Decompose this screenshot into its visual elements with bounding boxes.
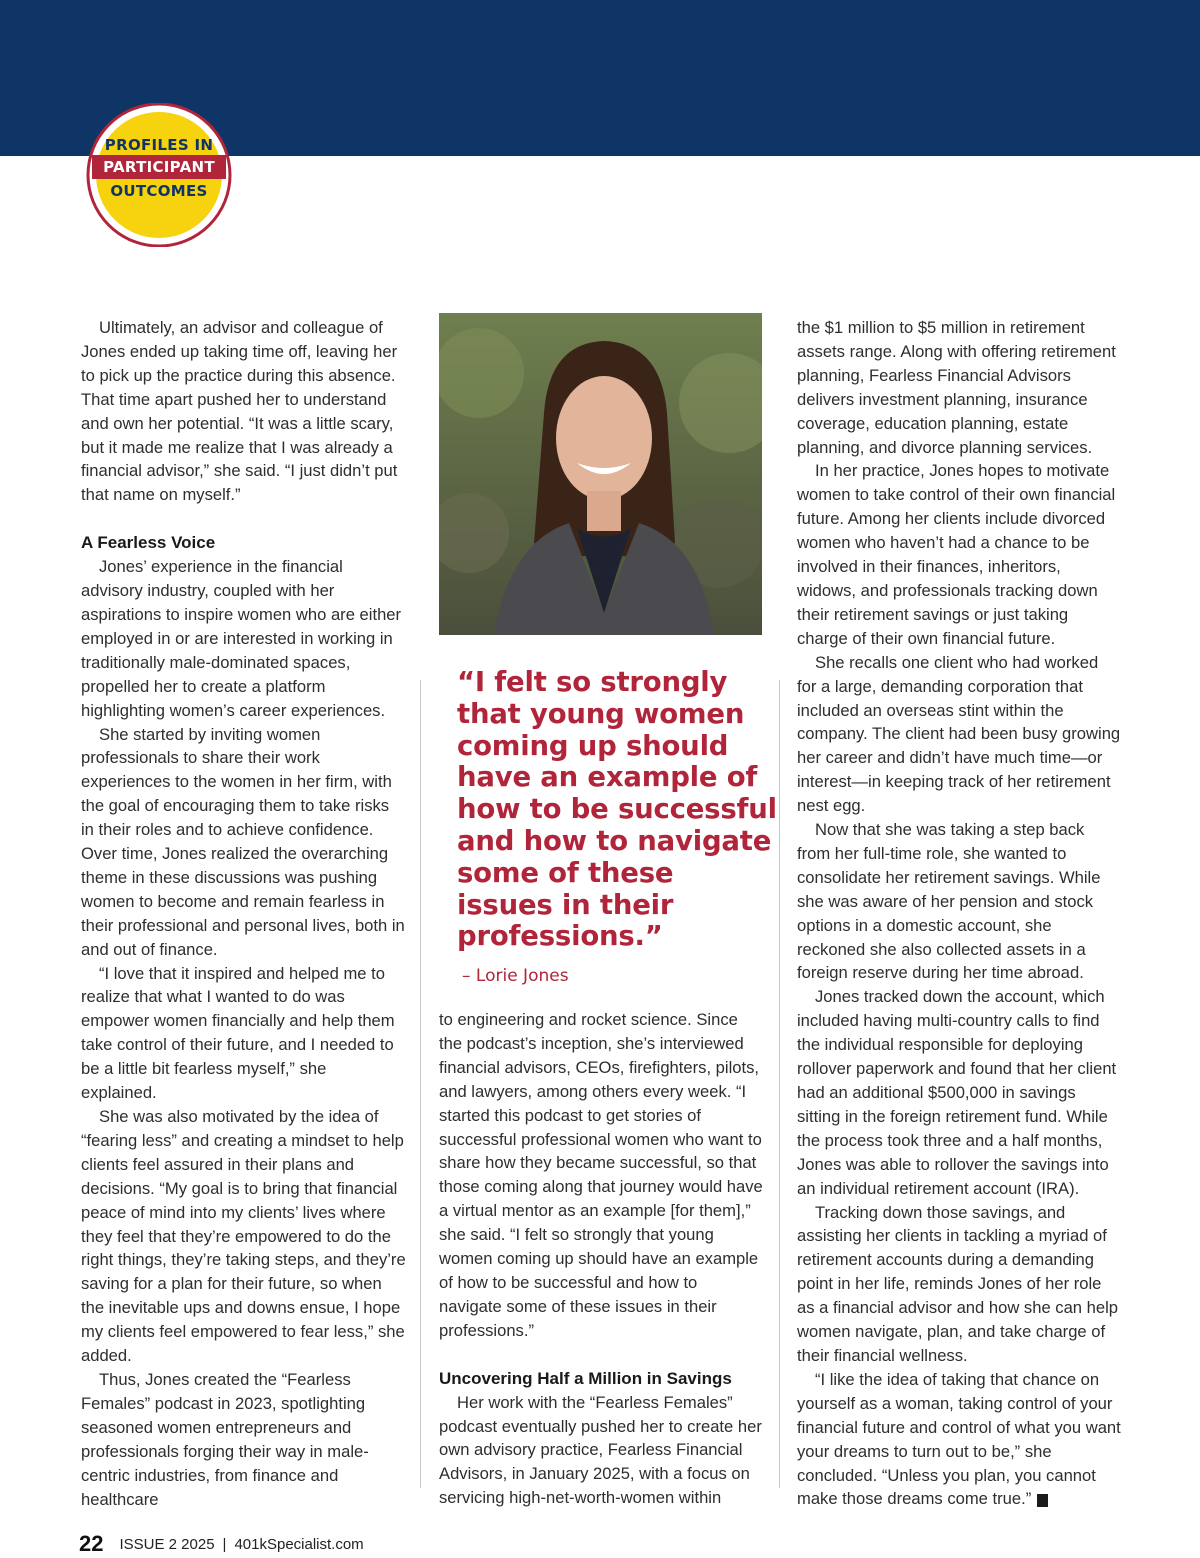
subhead-uncovering-savings: Uncovering Half a Million in Savings: [439, 1368, 732, 1388]
page-number: 22: [79, 1531, 104, 1556]
person-photo-icon: [439, 313, 762, 635]
body-paragraph: Now that she was taking a step back from her full-time role, she wanted to consolidate her retirement savings. While she was aware of her pension and stock options in a domestic account, she reckoned she also collected assets in a foreign reserve during her time abroad.: [797, 820, 1101, 983]
body-paragraph: She was also motivated by the idea of “fearing less” and creating a mindset to help clients feel assured in their plans and decisions. “My goal is to bring that financial peace of mind into my clients’ lives where they feel that they’re empowered to do the right things, they’re taking steps, and they’re saving for a plan for their future, so when the inevitable ups and downs ensue, I hope my clients feel empowered to fear less,” she added.: [81, 1107, 406, 1366]
issue-label: ISSUE 2 2025: [119, 1536, 215, 1553]
subhead-fearless-voice: A Fearless Voice: [81, 533, 216, 553]
right-column: [797, 316, 1122, 1511]
body-paragraph: Jones tracked down the account, which included having multi-country calls to find the individual responsible for deploying rollover paperwork and found that her client had an additional $500,000 in savings sitting in the foreign retirement fund. While the process took three and a half months, Jones was able to rollover the savings into an individual retirement account (IRA).: [797, 987, 1117, 1198]
body-paragraph: Her work with the “Fearless Females” podcast eventually pushed her to create her own advisory practice, Fearless Financial Advisors, in January 2025, with a focus on servicing high-net-worth-women within: [439, 1392, 762, 1508]
body-paragraph: Jones’ experience in the financial advisory industry, coupled with her aspirations to inspire women who are either employed in or are interested in working in traditionally male-dominated spaces, propelled her to create a platform highlighting women’s career experiences.: [81, 557, 402, 720]
footer-separator: |: [222, 1536, 227, 1553]
pull-quote-attribution: – Lorie Jones: [462, 966, 569, 986]
body-paragraph: to engineering and rocket science. Since the podcast’s inception, she’s interviewed financial advisors, CEOs, firefighters, pilots, and lawyers, among others every week. “I started this podcast to get stories of successful professional women who want to share how they became successful, so that those coming along that journey would have a virtual mentor as an example [for them],” she said. “I felt so strongly that young women coming up should have an example of how to be successful and how to navigate some of these issues in their professions.”: [439, 1010, 763, 1340]
badge-line-outcomes: OUTCOMES: [110, 182, 208, 200]
badge-line-profiles-in: PROFILES IN: [104, 136, 214, 154]
body-paragraph: In her practice, Jones hopes to motivate women to take control of their own financial future. Among her clients include divorced women who haven’t had a chance to be involved in their finances, inheritors, widows, and professionals tracking down their retirement savings or just taking charge of their own financial future.: [797, 461, 1116, 648]
body-paragraph: Tracking down those savings, and assisting her clients in tackling a myriad of retirement accounts during a demanding point in her life, reminds Jones of her role as a financial advisor and how she can help women navigate, plan, and take charge of their financial wellness.: [797, 1202, 1119, 1365]
column-divider: [420, 680, 421, 1488]
section-badge: [78, 103, 240, 247]
closing-quote: “I like the idea of taking that chance on yourself as a woman, taking control of your financial future and control of what you want your dreams to turn out to be,” she concluded. “Unless you plan, you cannot make those dreams come true.”: [797, 1369, 1121, 1509]
pull-quote: “I felt so strongly that young women coming up should have an example of how to be successful and how to navigate some of these issues in their professions.”: [457, 666, 777, 953]
middle-column: [439, 1008, 764, 1510]
badge-line-participant: PARTICIPANT: [103, 158, 215, 176]
column-divider: [779, 680, 780, 1488]
body-paragraph: the $1 million to $5 million in retirement assets range. Along with offering retirement planning, Fearless Financial Advisors delivers investment planning, insurance coverage, education planning, estate planning, and divorce planning services.: [797, 318, 1116, 457]
end-mark-icon: K: [1037, 1494, 1048, 1507]
portrait-photo: [439, 313, 762, 635]
body-paragraph: She started by inviting women professionals to share their work experiences to the women in her firm, with the goal of encouraging them to take risks in their roles and to achieve confidence. Over time, Jones realized the overarching theme in these discussions was pushing women to become and remain fearless in their professional and personal lives, both in and out of finance.: [81, 724, 405, 959]
body-paragraph: Ultimately, an advisor and colleague of Jones ended up taking time off, leaving her to pick up the practice during this absence. That time apart pushed her to understand and own her potential. “It was a little scary, but it made me realize that I was already a financial advisor,” she said. “I just didn’t put that name on myself.”: [81, 318, 398, 505]
body-paragraph: Thus, Jones created the “Fearless Females” podcast in 2023, spotlighting seasoned women entrepreneurs and professionals forging their way in male-centric industries, from finance and healthcare: [81, 1369, 369, 1509]
body-paragraph: She recalls one client who had worked for a large, demanding corporation that included an overseas stint within the company. The client had been busy growing her career and didn’t have much time—or interest—in keeping track of her retirement nest egg.: [797, 652, 1121, 816]
website-link[interactable]: 401kSpecialist.com: [234, 1536, 364, 1553]
body-paragraph: [797, 1368, 1122, 1511]
body-paragraph: “I love that it inspired and helped me to realize that what I wanted to do was empower women financially and help them take control of their future, and I needed to be a little bit fearless myself,” she explained.: [81, 963, 395, 1103]
page-footer: [79, 1531, 364, 1557]
left-column: [81, 316, 406, 1511]
